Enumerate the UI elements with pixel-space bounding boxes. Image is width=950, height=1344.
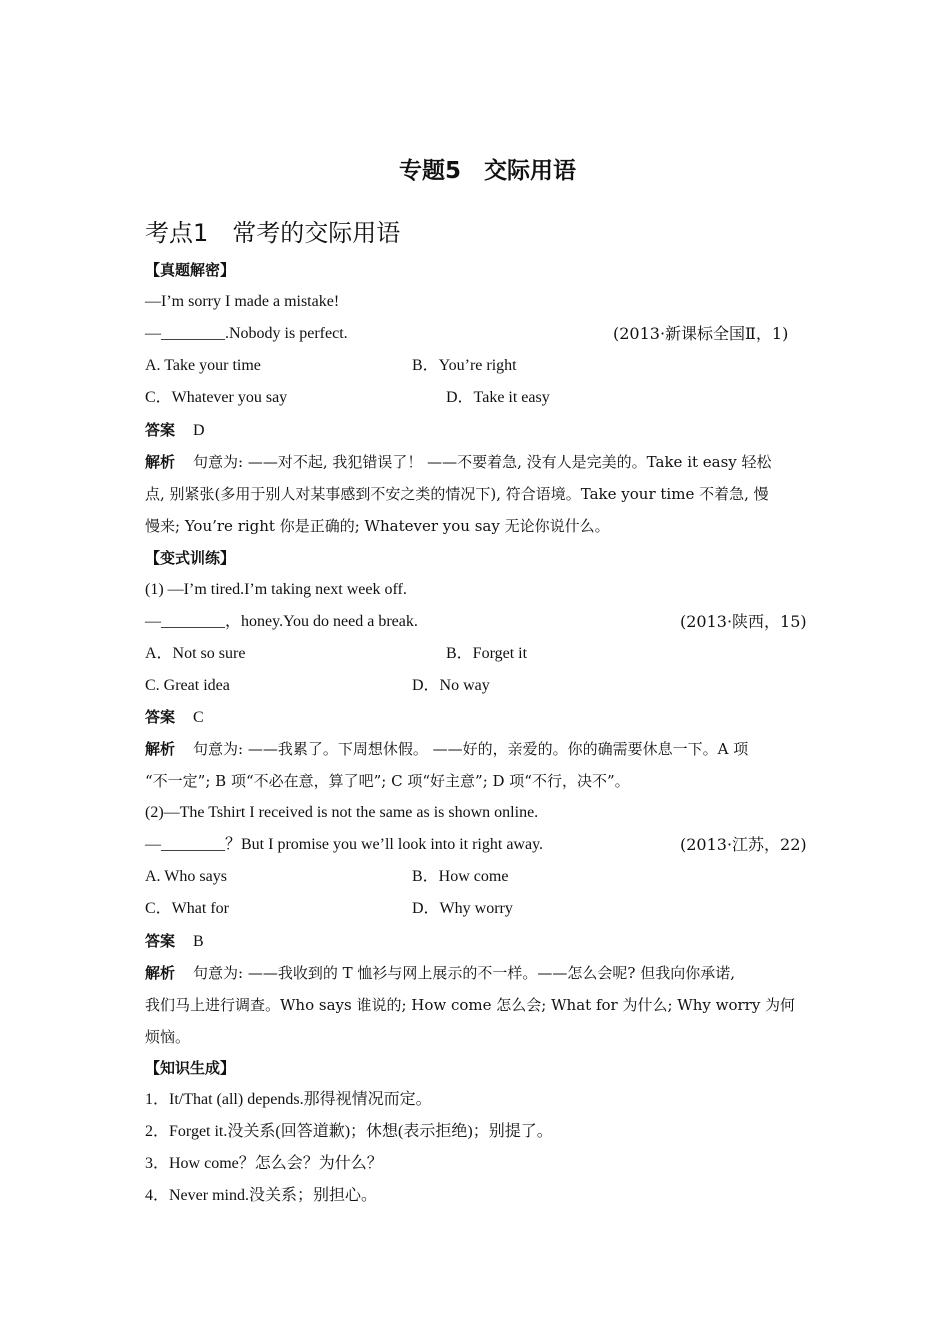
explanation-text: 句意为: ——对不起, 我犯错误了！ ——不要着急, 没有人是完美的。Take it easy 轻松 xyxy=(193,453,772,471)
question-line: —________，honey.You do need a break. xyxy=(145,613,418,630)
question-line: —________？But I promise you we’ll look into it right away. xyxy=(145,836,544,853)
answer-line xyxy=(145,931,204,952)
answer-value: C xyxy=(193,709,204,726)
answer-label: 答案 xyxy=(145,708,176,726)
page-title: 专题5 交际用语 xyxy=(398,158,576,184)
explanation-text: 烦恼。 xyxy=(145,1028,191,1046)
option-c: C．Whatever you say xyxy=(145,389,288,406)
option-c: C. Great idea xyxy=(145,677,230,694)
question-line: (2)—The Tshirt I received is not the same as is shown online. xyxy=(145,804,539,821)
explanation-text: 句意为: ——我累了。下周想休假。 ——好的，亲爱的。你的确需要休息一下。A 项 xyxy=(193,740,749,758)
explanation-text: 我们马上进行调查。Who says 谁说的; How come 怎么会; What for 为什么; Why worry 为何 xyxy=(145,996,796,1014)
explanation-line xyxy=(145,452,772,472)
answer-label: 答案 xyxy=(145,421,176,439)
answer-value: D xyxy=(193,422,205,439)
question-line: —I’m sorry I made a mistake! xyxy=(145,293,340,310)
question-source: (2013·陕西，15) xyxy=(680,612,807,631)
question-source: (2013·江苏，22) xyxy=(680,835,807,854)
explanation-text: 句意为: ——我收到的 T 恤衫与网上展示的不一样。——怎么会呢? 但我向你承诺, xyxy=(193,964,735,982)
explanation-label: 解析 xyxy=(145,740,176,758)
explanation-text: 点, 别紧张(多用于别人对某事感到不安之类的情况下), 符合语境。Take your time 不着急, 慢 xyxy=(145,485,769,503)
answer-line xyxy=(145,707,204,728)
option-a: A．Not so sure xyxy=(145,645,246,662)
option-b: B．How come xyxy=(412,868,509,885)
option-a: A. Who says xyxy=(145,868,227,885)
section-label-knowledge: 【知识生成】 xyxy=(145,1059,236,1077)
answer-value: B xyxy=(193,933,204,950)
answer-line xyxy=(145,420,205,441)
list-item: 4．Never mind.没关系；别担心。 xyxy=(145,1187,377,1204)
explanation-text: “不一定”; B 项“不必在意，算了吧”; C 项“好主意”; D 项“不行，决不”。 xyxy=(145,772,630,790)
section-heading: 考点1 常考的交际用语 xyxy=(145,219,401,247)
option-b: B．You’re right xyxy=(412,357,517,374)
question-line: —________.Nobody is perfect. xyxy=(145,325,348,342)
explanation-label: 解析 xyxy=(145,964,176,982)
option-c: C．What for xyxy=(145,900,229,917)
list-item: 3．How come？怎么会？为什么？ xyxy=(145,1155,383,1172)
explanation-label: 解析 xyxy=(145,453,176,471)
option-b: B．Forget it xyxy=(446,645,528,662)
option-d: D．No way xyxy=(412,677,490,694)
option-a: A. Take your time xyxy=(145,357,261,374)
explanation-text: 慢来; You’re right 你是正确的; Whatever you say 无论你说什么。 xyxy=(145,517,610,535)
section-label-variant-training: 【变式训练】 xyxy=(145,549,236,567)
explanation-line xyxy=(145,739,748,759)
section-label-real-questions: 【真题解密】 xyxy=(145,261,236,279)
explanation-line xyxy=(145,963,735,983)
option-d: D．Take it easy xyxy=(446,389,550,406)
answer-label: 答案 xyxy=(145,932,176,950)
question-source: (2013·新课标全国Ⅱ，1) xyxy=(613,324,789,343)
list-item: 1．It/That (all) depends.那得视情况而定。 xyxy=(145,1091,432,1108)
list-item: 2．Forget it.没关系(回答道歉)；休想(表示拒绝)；别提了。 xyxy=(145,1123,553,1140)
option-d: D．Why worry xyxy=(412,900,513,917)
question-line: (1) —I’m tired.I’m taking next week off. xyxy=(145,581,407,598)
